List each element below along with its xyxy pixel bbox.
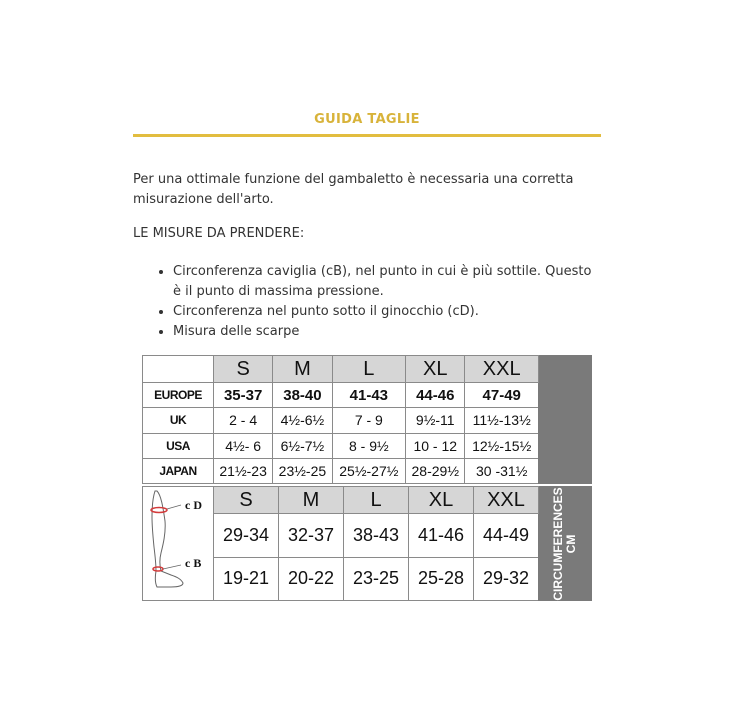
- cb-pointer: [163, 565, 181, 569]
- table-cell: 28-29½: [406, 458, 465, 483]
- table-cell: 25-28: [409, 557, 474, 601]
- table-cell: 23½-25: [273, 458, 332, 483]
- measures-heading: LE MISURE DA PRENDERE:: [133, 226, 305, 241]
- table-cell: 6½-7½: [273, 433, 332, 458]
- table-cell: 25½-27½: [332, 458, 406, 483]
- size-header-row: [143, 356, 592, 383]
- table-row: [143, 408, 592, 433]
- guide-title: GUIDA TAGLIE: [314, 112, 420, 127]
- list-item: • Misura delle scarpe: [173, 322, 603, 342]
- table-row: [143, 433, 592, 458]
- measures-list: [133, 262, 603, 342]
- table-row: [143, 458, 592, 483]
- region-label: EUROPE: [143, 383, 214, 408]
- table-cell: 9½-11: [406, 408, 465, 433]
- size-header: L: [344, 487, 409, 514]
- intro-paragraph: Per una ottimale funzione del gambaletto è necessaria una corretta misurazione dell'arto.: [133, 172, 574, 207]
- cd-pointer: [167, 505, 181, 509]
- list-item: • Circonferenza caviglia (cB), nel punto in cui è più sottile. Questo è il punto di massima pressione.: [173, 262, 603, 302]
- table-cell: 29-32: [474, 557, 539, 601]
- table-cell: 41-43: [332, 383, 406, 408]
- table-cell: 44-49: [474, 514, 539, 558]
- table-row: [143, 383, 592, 408]
- table-cell: 47-49: [465, 383, 539, 408]
- circumferences-side-label: [539, 487, 592, 601]
- cd-band: [151, 508, 167, 513]
- circumference-table: [142, 486, 592, 601]
- table-cell: 2 - 4: [214, 408, 273, 433]
- leg-diagram-cell: [143, 487, 214, 601]
- table-cell: 30 -31½: [465, 458, 539, 483]
- size-header: XXL: [474, 487, 539, 514]
- cb-label: c B: [185, 556, 202, 570]
- side-label-line: CIRCUMFERENCES: [551, 486, 565, 601]
- table-cell: 38-43: [344, 514, 409, 558]
- size-header-row: [143, 487, 592, 514]
- region-label: JAPAN: [143, 458, 214, 483]
- shoe-size-table: [142, 355, 592, 484]
- table-cell: 4½- 6: [214, 433, 273, 458]
- table-cell: 8 - 9½: [332, 433, 406, 458]
- size-header: XL: [406, 356, 465, 383]
- table-cell: 29-34: [214, 514, 279, 558]
- title-underline: [133, 134, 601, 137]
- table-cell: 38-40: [273, 383, 332, 408]
- table-cell: 23-25: [344, 557, 409, 601]
- table-corner: [143, 356, 214, 383]
- list-item: • Circonferenza nel punto sotto il ginocchio (cD).: [173, 302, 603, 322]
- table-cell: 7 - 9: [332, 408, 406, 433]
- table-cell: 10 - 12: [406, 433, 465, 458]
- table-cell: 35-37: [214, 383, 273, 408]
- table-cell: 4½-6½: [273, 408, 332, 433]
- size-header: S: [214, 356, 273, 383]
- size-header: XL: [409, 487, 474, 514]
- side-label-text: [552, 487, 578, 600]
- table-cell: 12½-15½: [465, 433, 539, 458]
- side-panel: [539, 356, 592, 484]
- region-label: UK: [143, 408, 214, 433]
- side-label-line: CM: [564, 534, 578, 553]
- cd-label: c D: [185, 498, 202, 512]
- table-cell: 20-22: [279, 557, 344, 601]
- leg-diagram: [143, 487, 213, 600]
- size-header: XXL: [465, 356, 539, 383]
- size-chart-image: [142, 355, 592, 601]
- table-cell: 19-21: [214, 557, 279, 601]
- table-cell: 44-46: [406, 383, 465, 408]
- size-header: S: [214, 487, 279, 514]
- table-cell: 11½-13½: [465, 408, 539, 433]
- size-header: M: [273, 356, 332, 383]
- cb-band: [153, 567, 163, 571]
- table-cell: 32-37: [279, 514, 344, 558]
- table-cell: 41-46: [409, 514, 474, 558]
- region-label: USA: [143, 433, 214, 458]
- size-header: L: [332, 356, 406, 383]
- size-header: M: [279, 487, 344, 514]
- table-cell: 21½-23: [214, 458, 273, 483]
